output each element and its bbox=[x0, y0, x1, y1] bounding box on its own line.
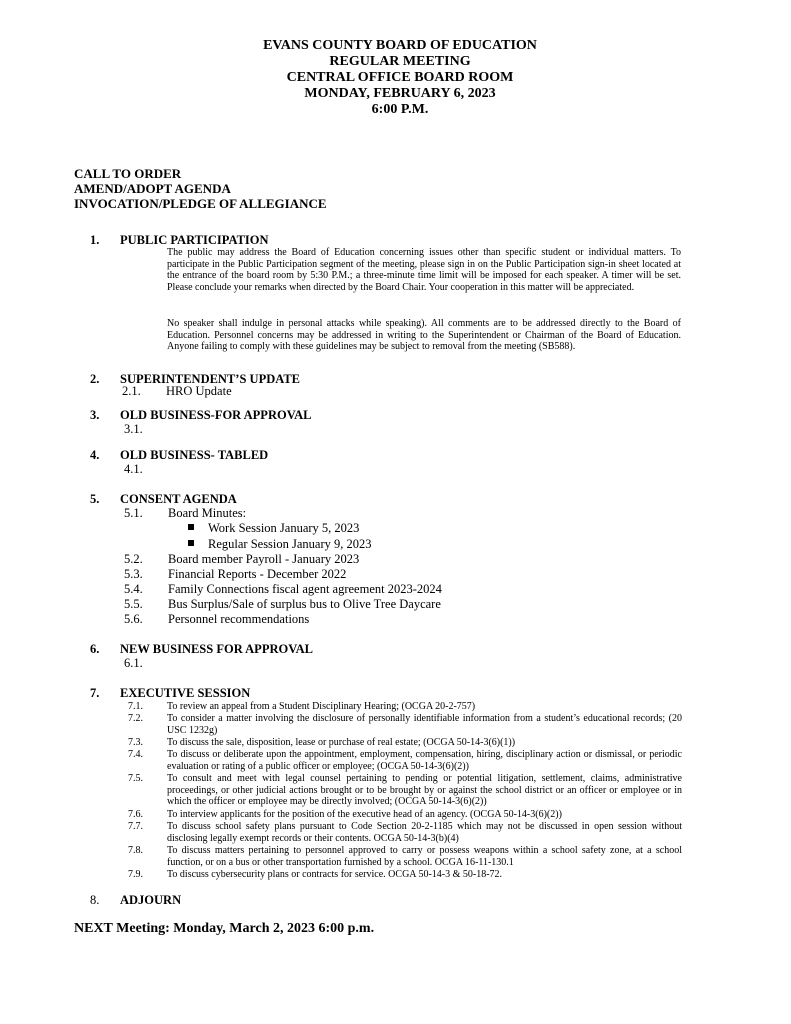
section-title: CONSENT AGENDA bbox=[120, 492, 237, 506]
bullet-icon bbox=[188, 540, 194, 546]
agenda-item bbox=[124, 462, 168, 477]
item-text: To discuss matters pertaining to personnel approved to carry or possess weapons within a school safety zone, at a school function, or on a bus or other transportation furnished by a school. OCGA 16-11-130.1 bbox=[167, 845, 682, 868]
item-number: 5.2. bbox=[124, 552, 143, 566]
item-text: Family Connections fiscal agent agreement 2023-2024 bbox=[168, 582, 442, 596]
invocation-pledge: INVOCATION/PLEDGE OF ALLEGIANCE bbox=[74, 196, 327, 211]
item-text: To discuss cybersecurity plans or contracts for service. OCGA 50-14-3 & 50-18-72. bbox=[167, 869, 503, 880]
item-number: 6.1. bbox=[124, 656, 143, 670]
item-text: Bus Surplus/Sale of surplus bus to Olive Tree Daycare bbox=[168, 597, 441, 611]
section-number: 7. bbox=[90, 686, 100, 700]
agenda-item bbox=[124, 567, 346, 582]
section-number: 2. bbox=[90, 372, 100, 386]
header-meeting-type: REGULAR MEETING bbox=[329, 54, 471, 69]
header-board-name: EVANS COUNTY BOARD OF EDUCATION bbox=[263, 38, 537, 53]
item-text: To review an appeal from a Student Disciplinary Hearing; (OCGA 20-2-757) bbox=[167, 701, 476, 712]
section-7-heading bbox=[90, 686, 250, 701]
section-title: SUPERINTENDENT’S UPDATE bbox=[120, 372, 301, 386]
header-time: 6:00 P.M. bbox=[371, 102, 429, 117]
item-text: Financial Reports - December 2022 bbox=[168, 567, 347, 581]
item-text: Board Minutes: bbox=[168, 506, 247, 520]
agenda-item bbox=[124, 612, 309, 627]
section-title: EXECUTIVE SESSION bbox=[120, 686, 251, 700]
item-number: 7.1. bbox=[128, 701, 143, 712]
agenda-item bbox=[124, 582, 442, 597]
header-date: MONDAY, FEBRUARY 6, 2023 bbox=[304, 86, 496, 101]
bullet-text: Regular Session January 9, 2023 bbox=[208, 537, 372, 551]
agenda-item bbox=[124, 552, 359, 567]
public-participation-paragraph-1: The public may address the Board of Education concerning issues other than specific student or individual matters. To participate in the Public Participation segment of the meeting, please sign in on the Public Participation sign-in sheet located at the entrance of the board room by 5:30 P.M.; a three-minute time limit will be imposed for each speaker. A timer will be set. Please conclude your remarks when directed by the Board Chair. Your cooperation in this matter will be appreciated. bbox=[167, 247, 681, 293]
item-number: 7.9. bbox=[128, 869, 143, 880]
section-4-heading bbox=[90, 448, 268, 463]
item-number: 3.1. bbox=[124, 422, 143, 436]
executive-item bbox=[128, 713, 682, 736]
item-text: To discuss or deliberate upon the appointment, employment, compensation, hiring, disciplinary action or dismissal, or periodic evaluation or rating of a public officer or employee; (OCGA 50-14-3(6)(2)) bbox=[167, 749, 682, 772]
item-number: 5.5. bbox=[124, 597, 143, 611]
item-text: HRO Update bbox=[166, 384, 232, 398]
section-3-heading bbox=[90, 408, 311, 423]
section-number: 4. bbox=[90, 448, 100, 462]
item-number: 5.3. bbox=[124, 567, 143, 581]
item-text: Personnel recommendations bbox=[168, 612, 310, 626]
executive-item bbox=[128, 821, 682, 844]
item-number: 7.7. bbox=[128, 821, 143, 832]
item-text: To discuss school safety plans pursuant to Code Section 20-2-1185 which may not be discussed in open session without disclosing legally exempt records or their contents. OCGA 50-14-3(b)(4) bbox=[167, 821, 682, 844]
section-8-heading bbox=[90, 893, 181, 908]
section-title: OLD BUSINESS- TABLED bbox=[120, 448, 269, 462]
item-text: To consider a matter involving the disclosure of personally identifiable information from a student’s educational records; (20 USC 1232g) bbox=[167, 713, 682, 736]
bullet-icon bbox=[188, 524, 194, 530]
agenda-item bbox=[122, 384, 232, 399]
section-number: 8. bbox=[90, 893, 100, 907]
header-location: CENTRAL OFFICE BOARD ROOM bbox=[286, 70, 514, 85]
bullet-text: Work Session January 5, 2023 bbox=[208, 521, 360, 535]
agenda-header bbox=[0, 38, 791, 118]
minutes-bullet bbox=[188, 537, 372, 552]
item-number: 7.5. bbox=[128, 773, 143, 784]
section-title: OLD BUSINESS-FOR APPROVAL bbox=[120, 408, 312, 422]
agenda-item bbox=[124, 597, 441, 612]
call-to-order: CALL TO ORDER bbox=[74, 166, 182, 181]
item-number: 7.2. bbox=[128, 713, 143, 724]
item-number: 5.4. bbox=[124, 582, 143, 596]
section-number: 1. bbox=[90, 233, 100, 247]
executive-item bbox=[128, 869, 682, 881]
section-1-heading bbox=[90, 233, 269, 248]
section-6-heading bbox=[90, 642, 313, 657]
minutes-bullet bbox=[188, 521, 359, 536]
executive-item bbox=[128, 749, 682, 772]
agenda-item bbox=[124, 506, 246, 521]
section-number: 3. bbox=[90, 408, 100, 422]
section-title: ADJOURN bbox=[120, 893, 182, 907]
executive-item bbox=[128, 845, 682, 868]
item-text: Board member Payroll - January 2023 bbox=[168, 552, 360, 566]
item-number: 7.4. bbox=[128, 749, 143, 760]
public-participation-paragraph-2: No speaker shall indulge in personal attacks while speaking). All comments are to be addressed directly to the Board of Education. Personnel concerns may be addressed in writing to the Superintendent or Chairman of the Board of Education. Anyone failing to comply with these guidelines may be subject to removal from the meeting (SB588). bbox=[167, 318, 681, 353]
section-number: 6. bbox=[90, 642, 100, 656]
item-number: 5.6. bbox=[124, 612, 143, 626]
section-number: 5. bbox=[90, 492, 100, 506]
item-number: 7.6. bbox=[128, 809, 143, 820]
amend-adopt-agenda: AMEND/ADOPT AGENDA bbox=[74, 181, 231, 196]
item-text: To interview applicants for the position of the executive head of an agency. (OCGA 50-14-3(6)(2)) bbox=[167, 809, 562, 820]
item-text: To consult and meet with legal counsel pertaining to pending or potential litigation, settlement, claims, administrative proceedings, or other judicial actions brought or to be brought by or against the school district or an officer or employee or in which the officer or employee may be directly involved; (OCGA 50-14-3(6)(2)) bbox=[167, 773, 682, 808]
item-number: 7.8. bbox=[128, 845, 143, 856]
item-number: 4.1. bbox=[124, 462, 143, 476]
item-number: 5.1. bbox=[124, 506, 143, 520]
executive-item bbox=[128, 737, 682, 749]
section-title: NEW BUSINESS FOR APPROVAL bbox=[120, 642, 313, 656]
section-title: PUBLIC PARTICIPATION bbox=[120, 233, 269, 247]
item-number: 7.3. bbox=[128, 737, 143, 748]
executive-item bbox=[128, 809, 682, 821]
agenda-item bbox=[124, 422, 168, 437]
section-5-heading bbox=[90, 492, 237, 507]
executive-item bbox=[128, 773, 682, 808]
preliminary-items bbox=[74, 166, 327, 211]
executive-item bbox=[128, 701, 682, 713]
agenda-item bbox=[124, 656, 168, 671]
item-number: 2.1. bbox=[122, 384, 141, 398]
item-text: To discuss the sale, disposition, lease or purchase of real estate; (OCGA 50-14-3(6)(1)) bbox=[167, 737, 516, 748]
next-meeting: NEXT Meeting: Monday, March 2, 2023 6:00 p.m. bbox=[74, 921, 375, 936]
